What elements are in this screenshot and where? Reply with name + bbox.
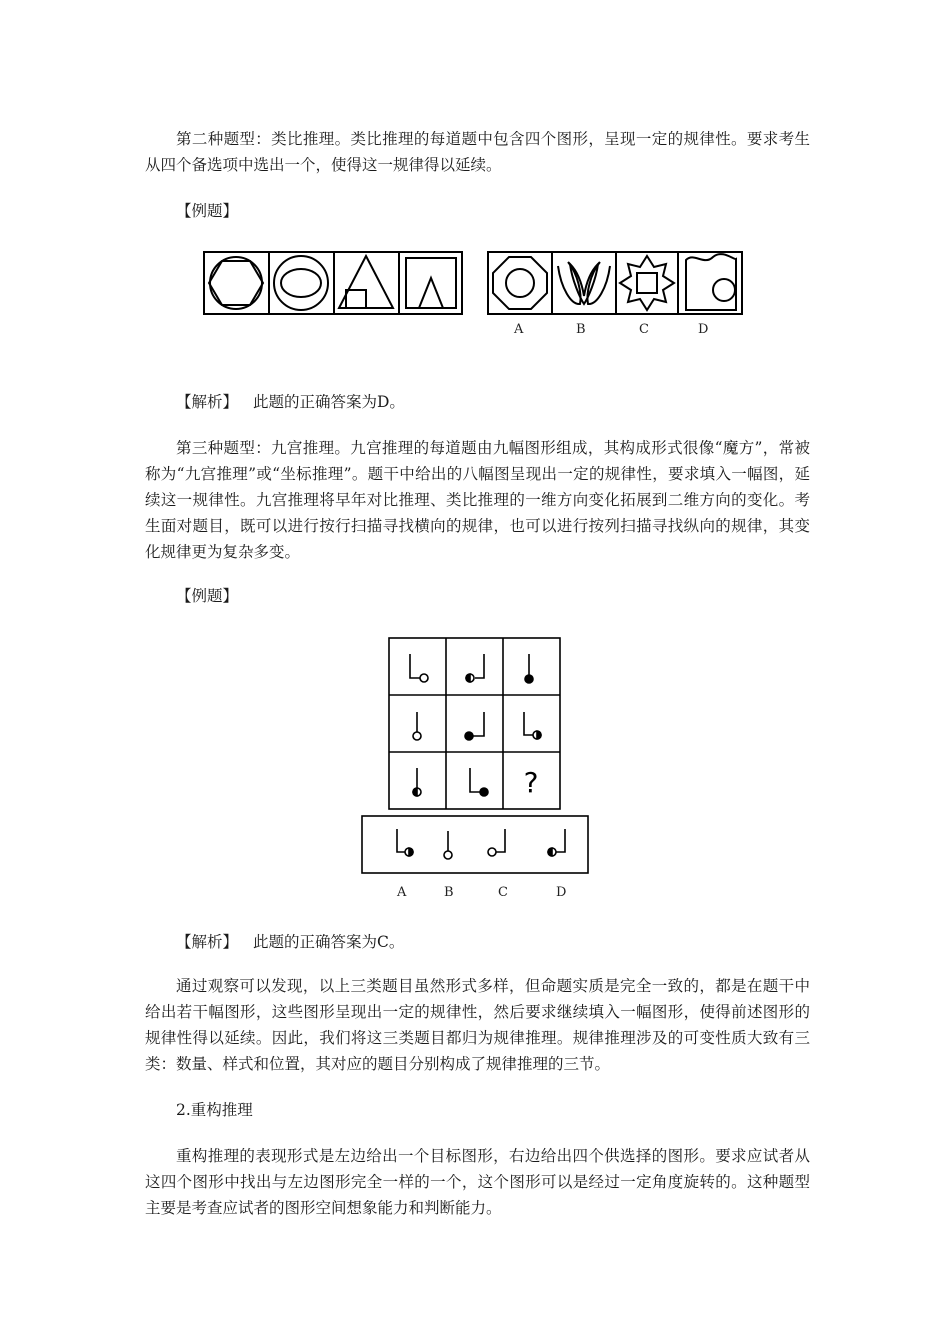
section3-intro: 第三种题型：九宫推理。九宫推理的每道题由九幅图形组成，其构成形式很像“魔方”，常被称为“九宫推理”或“坐标推理”。题干中给出的八幅图呈现出一定的规律性，要求填入一幅图，延续这一规律性。九宫推理将早年对比推理、类比推理的一维方向变化拓展到二维方向的变化。考生面对题目，既可以进行按行扫描寻找横向的规律，也可以进行按列扫描寻找纵向的规律，其变化规律更为复杂多变。 [145,439,810,561]
cell-1-2 [466,654,484,682]
option-box-c [616,252,678,314]
option-box-a [488,252,552,314]
cell-2-1 [413,712,421,740]
analysis-text: 此题的正确答案为D。 [252,393,405,411]
option-label-b: B [576,322,586,337]
option-label-d: D [698,322,709,337]
summary-paragraph: 通过观察可以发现，以上三类题目虽然形式多样，但命题实质是完全一致的，都是在题干中给出若干幅图形，这些图形呈现出一定的规律性，然后要求继续填入一幅图形，使得前述图形的规律性得以延续。因此，我们将这三类题目都归为规律推理。规律推理涉及的可变性质大致有三类：数量、样式和位置，其对应的题目分别构成了规律推理的三节。 [145,977,810,1073]
option-shape-a [397,829,413,856]
section4-heading: 2.重构推理 [176,1101,253,1119]
cell-3-2 [470,768,488,796]
cell-3-1 [413,768,421,796]
section4-intro: 重构推理的表现形式是左边给出一个目标图形，右边给出四个供选择的图形。要求应试者从这四个图形中找出与左边图形完全一样的一个，这个图形可以是经过一定角度旋转的。这种题型主要是考查应试者的图形空间想象能力和判断能力。 [145,1147,810,1217]
grid-option-label-a: A [397,885,407,900]
grid-option-label-c: C [498,885,508,900]
grid-option-label-d: D [556,885,567,900]
option-label-a: A [514,322,524,337]
analysis-text-2: 此题的正确答案为C。 [252,933,405,951]
stem-box-2 [269,252,334,314]
analysis-label: 【解析】 [176,393,239,411]
analogy-figure [196,240,756,340]
section3-analysis [176,929,404,955]
stem-box-4 [399,252,462,314]
question-mark: ? [523,766,539,799]
option-shape-c [488,829,505,856]
grid-option-label-b: B [444,885,454,900]
nine-grid-figure [355,632,615,904]
cell-2-3 [524,712,541,739]
analysis-label-2: 【解析】 [176,933,239,951]
cell-1-3 [525,654,533,683]
option-shape-d [548,829,565,856]
section2-intro: 第二种题型：类比推理。类比推理的每道题中包含四个图形，呈现一定的规律性。要求考生从四个备选项中选出一个，使得这一规律得以延续。 [145,130,810,174]
cell-2-2 [465,712,484,740]
option-shape-b [444,831,452,859]
option-label-c: C [639,322,649,337]
options-frame [362,816,588,873]
section3-example-label: 【例题】 [176,587,239,605]
cell-1-1 [410,654,428,682]
section2-example-label: 【例题】 [176,202,239,220]
section2-analysis [176,389,405,415]
